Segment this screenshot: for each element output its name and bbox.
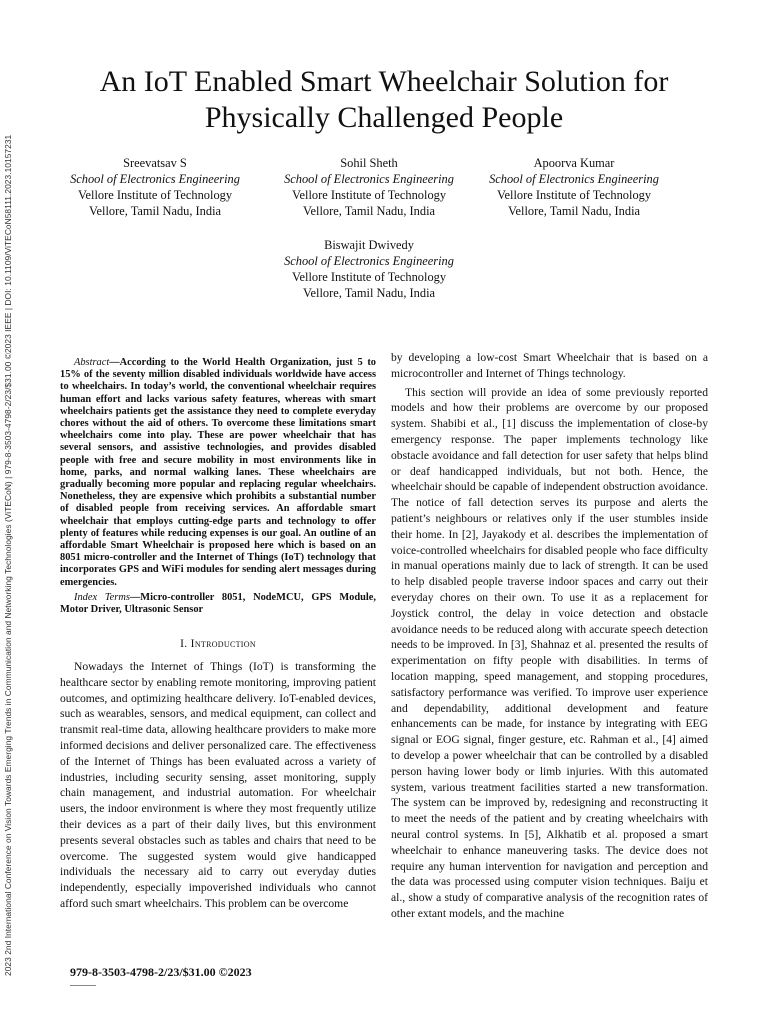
section-number: I. [180, 637, 188, 651]
author-name: Biswajit Dwivedy [324, 238, 414, 252]
section-heading-introduction [60, 636, 376, 652]
abstract [60, 357, 376, 589]
author-institute: Vellore Institute of Technology [291, 270, 447, 284]
author-location: Vellore, Tamil Nadu, India [88, 204, 222, 218]
footer-rule [70, 985, 96, 986]
author-name: Sohil Sheth [340, 156, 398, 170]
left-column [60, 357, 376, 912]
author-school: School of Electronics Engineering [284, 172, 454, 186]
intro-paragraph: Nowadays the Internet of Things (IoT) is transforming the healthcare sector by enabling remote monitoring, improving patient outcomes, and optimizing healthcare delivery. IoT-enabled devices, such as wearables, sensors, and medical equipment, can collect and transmit real-time data, allowing healthcare providers to make more informed decisions and deliver personalized care. The effectiveness of the Internet of Things has been evaluated across a variety of industries, including security sensing, asset monitoring, supply chain management, and industrial automation. For wheelchair users, the indoor environment is where they most frequently utilize their devices as a part of their daily lives, but this environment presents several obstacles such as tables and chairs that need to be overcome. The suggested system would give handicapped individuals the necessary aid to carry out everyday duties independently, especially impoverished individuals who cannot afford such smart wheelchairs. This problem can be overcome [60, 660, 376, 911]
author-3 [469, 155, 679, 219]
author-institute: Vellore Institute of Technology [77, 188, 233, 202]
author-name: Apoorva Kumar [533, 156, 615, 170]
abstract-text: —According to the World Health Organization, just 5 to 15% of the seventy million disabled individuals worldwide have access to wheelchairs. In today’s world, the conventional wheelchair requires human effort and lacks various safety features, whereas with smart wheelchairs patients get the assistance they need to complete everyday chores without the aid of others. To overcome these limitations smart wheelchairs come into play. These are power wheelchair that has several sensors, and assistive technologies, and provides disabled people with free and secure mobility in most environments like in home, parks, and normal walking lanes. These wheelchairs are gradually becoming more popular and replacing regular wheelchairs. Nonetheless, they are expensive which prohibits a substantial number of disabled people from receiving services. An affordable smart wheelchair that employs cutting-edge parts and technology to offer plenty of features while reducing expenses is our goal. An outline of an affordable Smart Wheelchair is proposed here which is based on an 8051 micro-controller and the Internet of Things (IoT) technology that incorporates GPS and WiFi modules for sending alert messages during emergencies. [60, 357, 376, 588]
author-name: Sreevatsav S [123, 156, 187, 170]
index-terms-lead: Index Terms [74, 591, 130, 603]
author-location: Vellore, Tamil Nadu, India [507, 204, 641, 218]
doi-side-stamp [3, 16, 17, 976]
paper-title: An IoT Enabled Smart Wheelchair Solution for Physically Challenged People [99, 65, 669, 134]
author-institute: Vellore Institute of Technology [291, 188, 447, 202]
author-2 [264, 155, 474, 219]
author-institute: Vellore Institute of Technology [496, 188, 652, 202]
author-1 [50, 155, 260, 219]
copyright-footer: 979-8-3503-4798-2/23/$31.00 ©2023 [70, 965, 252, 979]
author-school: School of Electronics Engineering [284, 254, 454, 268]
doi-side-stamp-text: 2023 2nd International Conference on Vision Towards Emerging Trends in Communication and Networking Technologies (ViTECoN) | 979-8-3503-4798-2/23/$31.00 ©2023 IEEE | DOI: 10.1109/ViTECoN58111.2023.10157231 [3, 134, 13, 976]
right-paragraph-1: by developing a low-cost Smart Wheelchair that is based on a microcontroller and Internet of Things technology. [391, 351, 708, 380]
author-location: Vellore, Tamil Nadu, India [302, 204, 436, 218]
author-4 [264, 237, 474, 301]
index-terms-text: —Micro-controller 8051, NodeMCU, GPS Module, Motor Driver, Ultrasonic Sensor [60, 591, 377, 616]
index-terms [60, 592, 376, 616]
author-school: School of Electronics Engineering [489, 172, 659, 186]
author-school: School of Electronics Engineering [70, 172, 240, 186]
author-location: Vellore, Tamil Nadu, India [302, 286, 436, 300]
section-title: Introduction [190, 637, 256, 651]
right-paragraph-2: This section will provide an idea of some previously reported models and how their problems are overcome by our proposed system. Shabibi et al., [1] discuss the implementation of close-by emergency response. The paper implements technology like obstacle avoidance and fall detection for user safety that helps blind or deaf handicapped individuals, but not both. Hence, the wheelchair should be capable of independent obstruction avoidance. The notice of fall detection serves its purpose and alerts the patient’s neighbours or relatives only if the user stumbles inside their home. In [2], Jayakody et al. describes the implementation of voice-controlled wheelchairs for disabled people who face difficulty in manual operations mainly due to lack of strength. It can be used to help disabled people traverse indoor spaces and carry out their everyday chores on their own. To use it as a replacement for Joystick control, the delay in voice detection and obstacle avoidance needs to be reduced along with accurate speech detection needs to be improved. In [3], Shahnaz et al. presented the results of experimentation on fifty people with disabilities. In terms of location mapping, speed management, and stopping procedures, satisfactory performance was verified. To improve user experience and dependability, additional development and feature enhancements can be made, for instance by integrating with EEG signal or EOG signal, finger gesture, etc. Rahman et al., [4] aimed to develop a power wheelchair that can be controlled by a disabled person having lower body or limb injuries. With this automated system, various treatment facilities started a new transformation. The system can be improved by, redesigning and reconstructing it to meet the needs of the patient and by creating wheelchairs with neural control systems. In [5], Alkhatib et al. proposed a smart wheelchair to enhance maneuvering tasks. The device does not require any human intervention for navigation and perception and the data was processed using computer vision techniques. Baiju et al., show a study of comparative analysis of the recognition rates of other extant models, and the machine [391, 385, 708, 920]
right-column [391, 350, 708, 922]
abstract-lead: Abstract [74, 357, 110, 368]
